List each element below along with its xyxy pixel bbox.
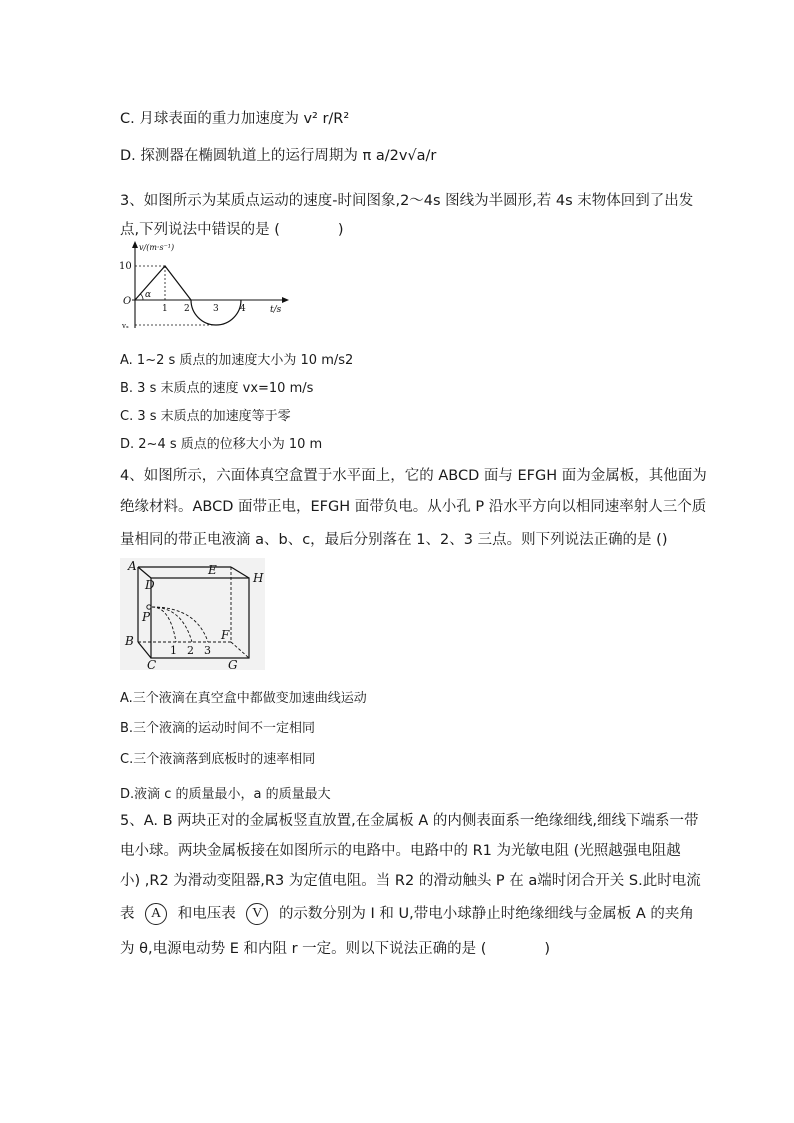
voltmeter-symbol: V xyxy=(246,903,268,925)
q4-stem-line3: 量相同的带正电液滴 a、b、c，最后分别落在 1、2、3 三点。则下列说法正确的是 () xyxy=(120,532,668,548)
q3-tick-4: 4 xyxy=(240,304,246,314)
q3-tick-2: 2 xyxy=(184,304,190,314)
q4-option-d: D.液滴 c 的质量最小，a 的质量最大 xyxy=(120,787,331,802)
q3-ybottom: vₓ xyxy=(122,322,129,330)
q3-option-d: D. 2~4 s 质点的位移大小为 10 m xyxy=(120,437,323,452)
q5-stem-line5: 为 θ,电源电动势 E 和内阻 r 一定。则以下说法正确的是 ( ) xyxy=(120,941,551,957)
q4-label-C: C xyxy=(147,658,157,670)
q3-option-c: C. 3 s 末质点的加速度等于零 xyxy=(120,409,291,424)
q4-label-A: A xyxy=(128,559,137,573)
q4-label-E: E xyxy=(208,563,217,577)
q3-y-arrow xyxy=(132,241,138,248)
q5-stem-line4 xyxy=(120,902,694,926)
q4-label-B: B xyxy=(125,634,134,648)
q4-option-b: B.三个液滴的运动时间不一定相同 xyxy=(120,721,316,736)
q5-line4-post: 的示数分别为 I 和 U,带电小球静止时绝缘细线与金属板 A 的夹角 xyxy=(278,906,694,922)
q4-option-c: C.三个液滴落到底板时的速率相同 xyxy=(120,752,316,767)
q3-option-a: A. 1~2 s 质点的加速度大小为 10 m/s2 xyxy=(120,353,354,368)
q4-label-2: 2 xyxy=(187,644,194,657)
q4-label-H: H xyxy=(253,571,264,585)
ammeter-symbol: A xyxy=(145,903,167,925)
q5-stem-line2: 电小球。两块金属板接在如图所示的电路中。电路中的 R1 为光敏电阻 (光照越强电阻越 xyxy=(120,843,681,859)
prev-option-d: D. 探测器在椭圆轨道上的运行周期为 π a/2v√a/r xyxy=(120,148,437,164)
q4-label-1: 1 xyxy=(170,644,177,657)
q4-label-F: F xyxy=(221,628,230,642)
q4-label-G: G xyxy=(228,658,238,670)
q4-label-P: P xyxy=(142,610,151,624)
q4-stem-line2: 绝缘材料。ABCD 面带正电，EFGH 面带负电。从小孔 P 沿水平方向以相同速率射人三个质 xyxy=(120,499,707,515)
q3-tick-1: 1 xyxy=(162,304,168,314)
q4-label-D: D xyxy=(145,578,155,592)
q3-origin: O xyxy=(123,296,132,307)
q5-stem-line1: 5、A. B 两块正对的金属板竖直放置,在金属板 A 的内侧表面系一绝缘细线,细线下端系一带 xyxy=(120,813,699,829)
prev-option-c: C. 月球表面的重力加速度为 v² r/R² xyxy=(120,111,350,127)
q3-option-b: B. 3 s 末质点的速度 vx=10 m/s xyxy=(120,381,314,396)
q4-label-3: 3 xyxy=(204,644,211,657)
q4-stem-line1: 4、如图所示，六面体真空盒置于水平面上，它的 ABCD 面与 EFGH 面为金属板，其他面为 xyxy=(120,468,707,484)
q3-triangle-curve xyxy=(135,266,191,300)
q3-vt-graph xyxy=(116,240,294,332)
q4-box-figure xyxy=(120,558,265,670)
q3-y10: 10 xyxy=(119,261,132,272)
q3-xlabel: t/s xyxy=(270,305,282,315)
q3-alpha: α xyxy=(145,290,152,300)
q3-stem-line2: 点,下列说法中错误的是 ( ) xyxy=(120,222,344,238)
q3-stem-line1: 3、如图所示为某质点运动的速度-时间图象,2～4s 图线为半圆形,若 4s 末物体回到了出发 xyxy=(120,193,694,209)
q3-tick-3: 3 xyxy=(213,304,219,314)
q4-option-a: A.三个液滴在真空盒中都做变加速曲线运动 xyxy=(120,691,367,706)
q3-x-arrow xyxy=(282,297,289,303)
q3-ylabel: v/(m·s⁻¹) xyxy=(139,243,175,252)
q5-line4-pre: 表 xyxy=(120,906,135,922)
q5-stem-line3: 小) ,R2 为滑动变阻器,R3 为定值电阻。当 R2 的滑动触头 P 在 a端时闭合开关 S.此时电流 xyxy=(120,873,701,889)
q3-angle-arc xyxy=(141,294,144,300)
q5-line4-mid: 和电压表 xyxy=(177,906,236,922)
